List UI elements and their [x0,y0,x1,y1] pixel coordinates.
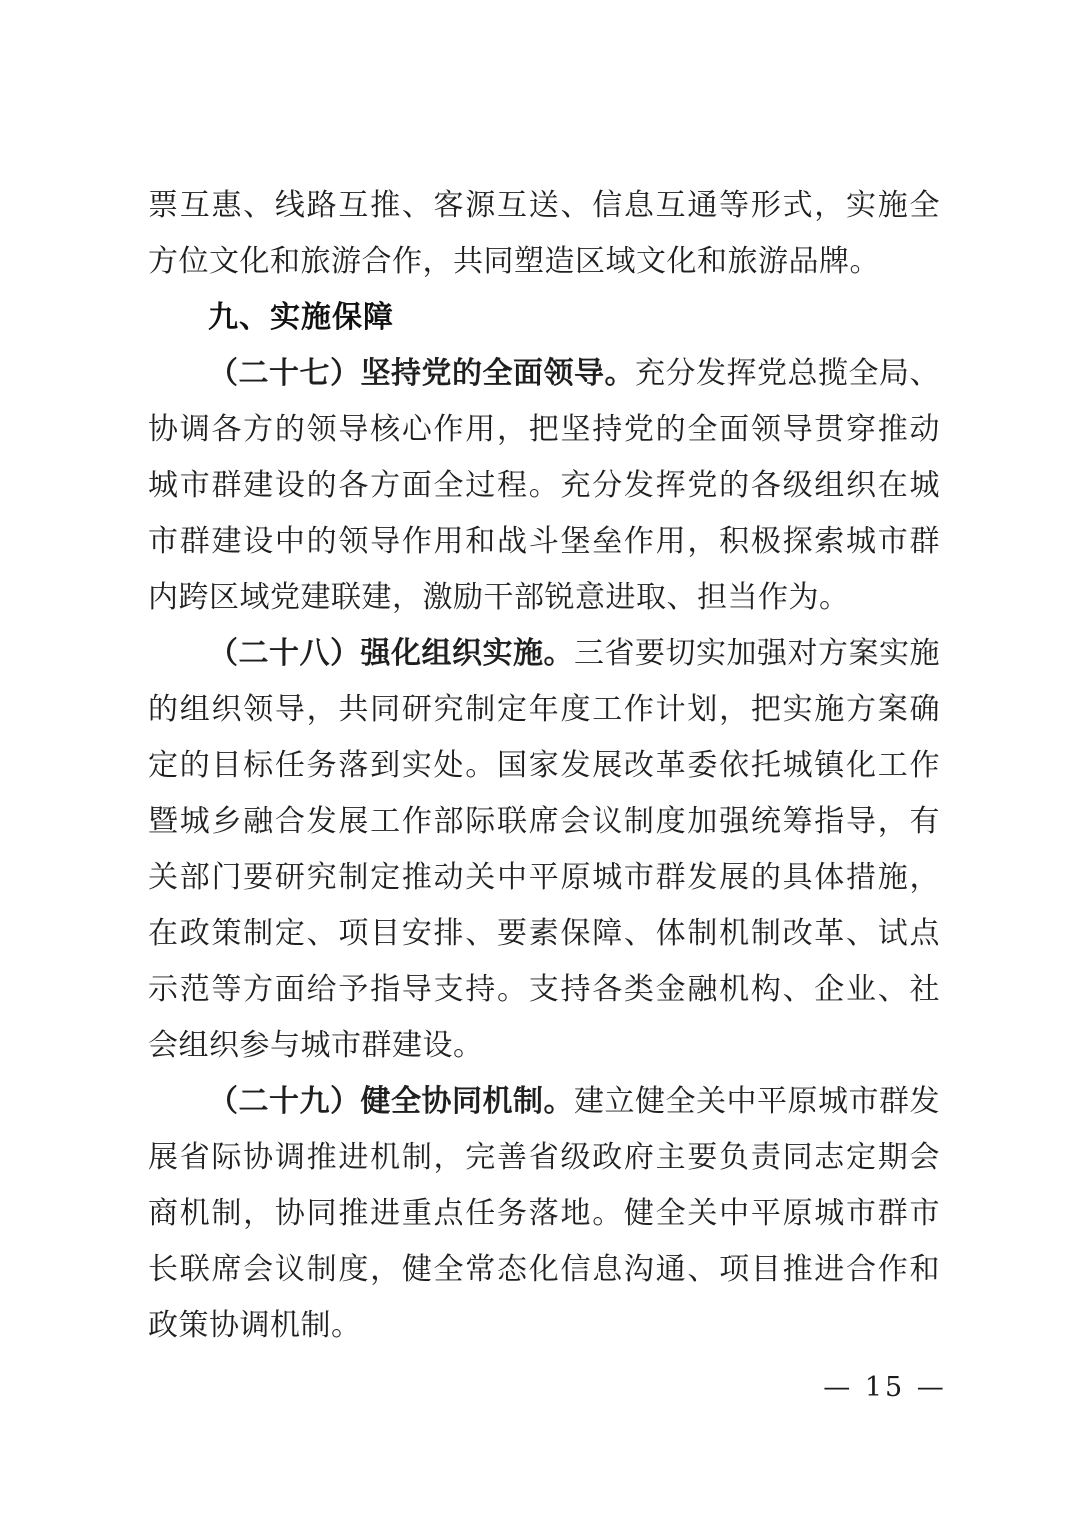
page-content [148,178,940,1354]
paragraph-continuation: 票互惠、线路互推、客源互送、信息互通等形式，实施全方位文化和旅游合作，共同塑造区域文化和旅游品牌。 [148,188,940,279]
paragraph-item-28-lead: （二十八）强化组织实施。 [208,636,574,671]
paragraph-item-27-lead: （二十七）坚持党的全面领导。 [208,356,635,391]
page-number: — 15 — [823,1372,947,1403]
paragraph-item-29-text: 建立健全关中平原城市群发展省际协调推进机制，完善省级政府主要负责同志定期会商机制，协同推进重点任务落地。健全关中平原城市群市长联席会议制度，健全常态化信息沟通、项目推进合作和政策协调机制。 [148,1084,940,1343]
paragraph-item-28 [148,626,940,1074]
paragraph-item-29-lead: （二十九）健全协同机制。 [208,1084,574,1119]
paragraph-item-28-text: 三省要切实加强对方案实施的组织领导，共同研究制定年度工作计划，把实施方案确定的目标任务落到实处。国家发展改革委依托城镇化工作暨城乡融合发展工作部际联席会议制度加强统筹指导，有关部门要研究制定推动关中平原城市群发展的具体措施，在政策制定、项目安排、要素保障、体制机制改革、试点示范等方面给予指导支持。支持各类金融机构、企业、社会组织参与城市群建设。 [148,636,940,1063]
page-footer [0,1372,1080,1403]
paragraph-item-29 [148,1074,940,1354]
paragraph-item-27 [148,346,940,626]
section-heading-nine: 九、实施保障 [208,300,394,335]
paragraph-item-27-text: 充分发挥党总揽全局、协调各方的领导核心作用，把坚持党的全面领导贯穿推动城市群建设的各方面全过程。充分发挥党的各级组织在城市群建设中的领导作用和战斗堡垒作用，积极探索城市群内跨区域党建联建，激励干部锐意进取、担当作为。 [148,356,940,615]
